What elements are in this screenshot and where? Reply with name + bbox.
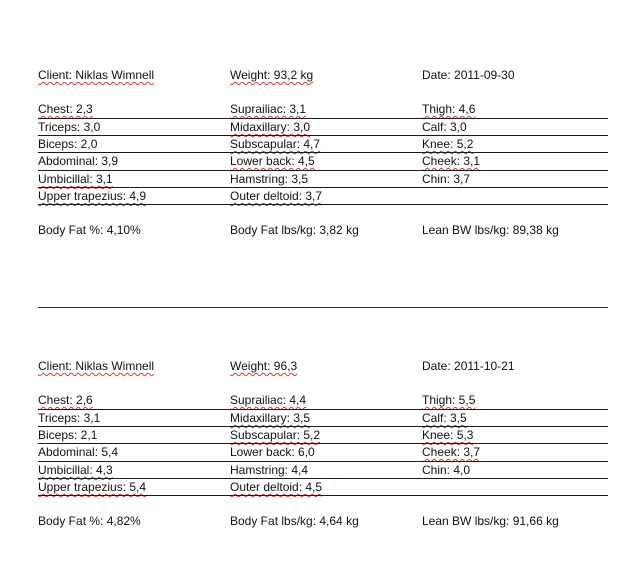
measurement-cell: Thigh: 5,5 bbox=[422, 393, 476, 407]
measurement-cell: Biceps: 2,1 bbox=[38, 428, 98, 442]
measurement-cell: Triceps: 3,0 bbox=[38, 120, 101, 134]
measurement-cell: Outer deltoid: 4,5 bbox=[230, 480, 323, 494]
measurement-cell: Abdominal: 3,9 bbox=[38, 154, 119, 168]
client-name: Client: Niklas Wimnell bbox=[38, 68, 155, 82]
measurement-cell: Upper trapezius: 4,9 bbox=[38, 189, 147, 203]
measurement-row bbox=[0, 171, 640, 188]
totals-row bbox=[0, 222, 640, 239]
measurement-row bbox=[0, 119, 640, 136]
body-fat-lbs-kg: Body Fat lbs/kg: 3,82 kg bbox=[230, 223, 359, 237]
measurement-cell: Calf: 3,0 bbox=[422, 120, 467, 134]
weight: Weight: 96,3 bbox=[230, 359, 298, 373]
measurement-cell: Abdominal: 5,4 bbox=[38, 445, 119, 459]
measurement-cell: Midaxillary: 3,0 bbox=[230, 120, 311, 134]
body-fat-percent: Body Fat %: 4,10% bbox=[38, 223, 141, 237]
totals-row bbox=[0, 513, 640, 530]
measurement-cell: Umbicillal: 3,1 bbox=[38, 172, 113, 186]
measurement-cell: Hamstring: 4,4 bbox=[230, 463, 309, 477]
record-header bbox=[0, 358, 640, 375]
measurement-row bbox=[0, 479, 640, 496]
measurement-cell: Subscapular: 4,7 bbox=[230, 137, 321, 151]
lean-bw-lbs-kg: Lean BW lbs/kg: 89,38 kg bbox=[422, 223, 559, 237]
measurement-row bbox=[0, 462, 640, 479]
measurement-cell: Suprailiac: 3,1 bbox=[230, 102, 307, 116]
measurement-cell: Upper trapezius: 5,4 bbox=[38, 480, 147, 494]
measurement-cell: Hamstring: 3,5 bbox=[230, 172, 309, 186]
measurement-cell: Suprailiac: 4,4 bbox=[230, 393, 307, 407]
body-fat-percent: Body Fat %: 4,82% bbox=[38, 514, 141, 528]
measurement-row bbox=[0, 153, 640, 170]
date: Date: 2011-10-21 bbox=[422, 359, 515, 373]
measurement-cell: Subscapular: 5,2 bbox=[230, 428, 321, 442]
measurement-row bbox=[0, 427, 640, 444]
measurement-cell: Triceps: 3,1 bbox=[38, 411, 101, 425]
measurement-row bbox=[0, 392, 640, 409]
record-header bbox=[0, 67, 640, 84]
lean-bw-lbs-kg: Lean BW lbs/kg: 91,66 kg bbox=[422, 514, 559, 528]
measurement-row bbox=[0, 410, 640, 427]
measurement-row bbox=[0, 136, 640, 153]
measurement-cell: Outer deltoid: 3,7 bbox=[230, 189, 323, 203]
measurement-cell: Chin: 3,7 bbox=[422, 172, 471, 186]
measurement-row bbox=[0, 101, 640, 118]
measurement-cell: Calf: 3,5 bbox=[422, 411, 467, 425]
measurement-cell: Umbicillal: 4,3 bbox=[38, 463, 113, 477]
measurement-cell: Chest: 2,6 bbox=[38, 393, 93, 407]
measurement-cell: Knee: 5,3 bbox=[422, 428, 474, 442]
measurement-cell: Thigh: 4,6 bbox=[422, 102, 476, 116]
body-fat-lbs-kg: Body Fat lbs/kg: 4,64 kg bbox=[230, 514, 359, 528]
weight: Weight: 93,2 kg bbox=[230, 68, 314, 82]
measurement-row bbox=[0, 444, 640, 461]
date: Date: 2011-09-30 bbox=[422, 68, 515, 82]
client-name: Client: Niklas Wimnell bbox=[38, 359, 155, 373]
record-separator bbox=[38, 307, 608, 308]
row-divider bbox=[38, 495, 608, 496]
measurement-row bbox=[0, 188, 640, 205]
measurement-cell: Cheek: 3,7 bbox=[422, 445, 481, 459]
measurement-cell: Lower back: 6,0 bbox=[230, 445, 315, 459]
measurement-cell: Biceps: 2,0 bbox=[38, 137, 98, 151]
row-divider bbox=[38, 204, 608, 205]
measurement-cell: Knee: 5,2 bbox=[422, 137, 474, 151]
measurement-cell: Cheek: 3,1 bbox=[422, 154, 481, 168]
measurement-cell: Midaxillary: 3,5 bbox=[230, 411, 311, 425]
measurement-cell: Lower back: 4,5 bbox=[230, 154, 315, 168]
measurement-cell: Chest: 2,3 bbox=[38, 102, 93, 116]
measurement-cell: Chin: 4,0 bbox=[422, 463, 471, 477]
